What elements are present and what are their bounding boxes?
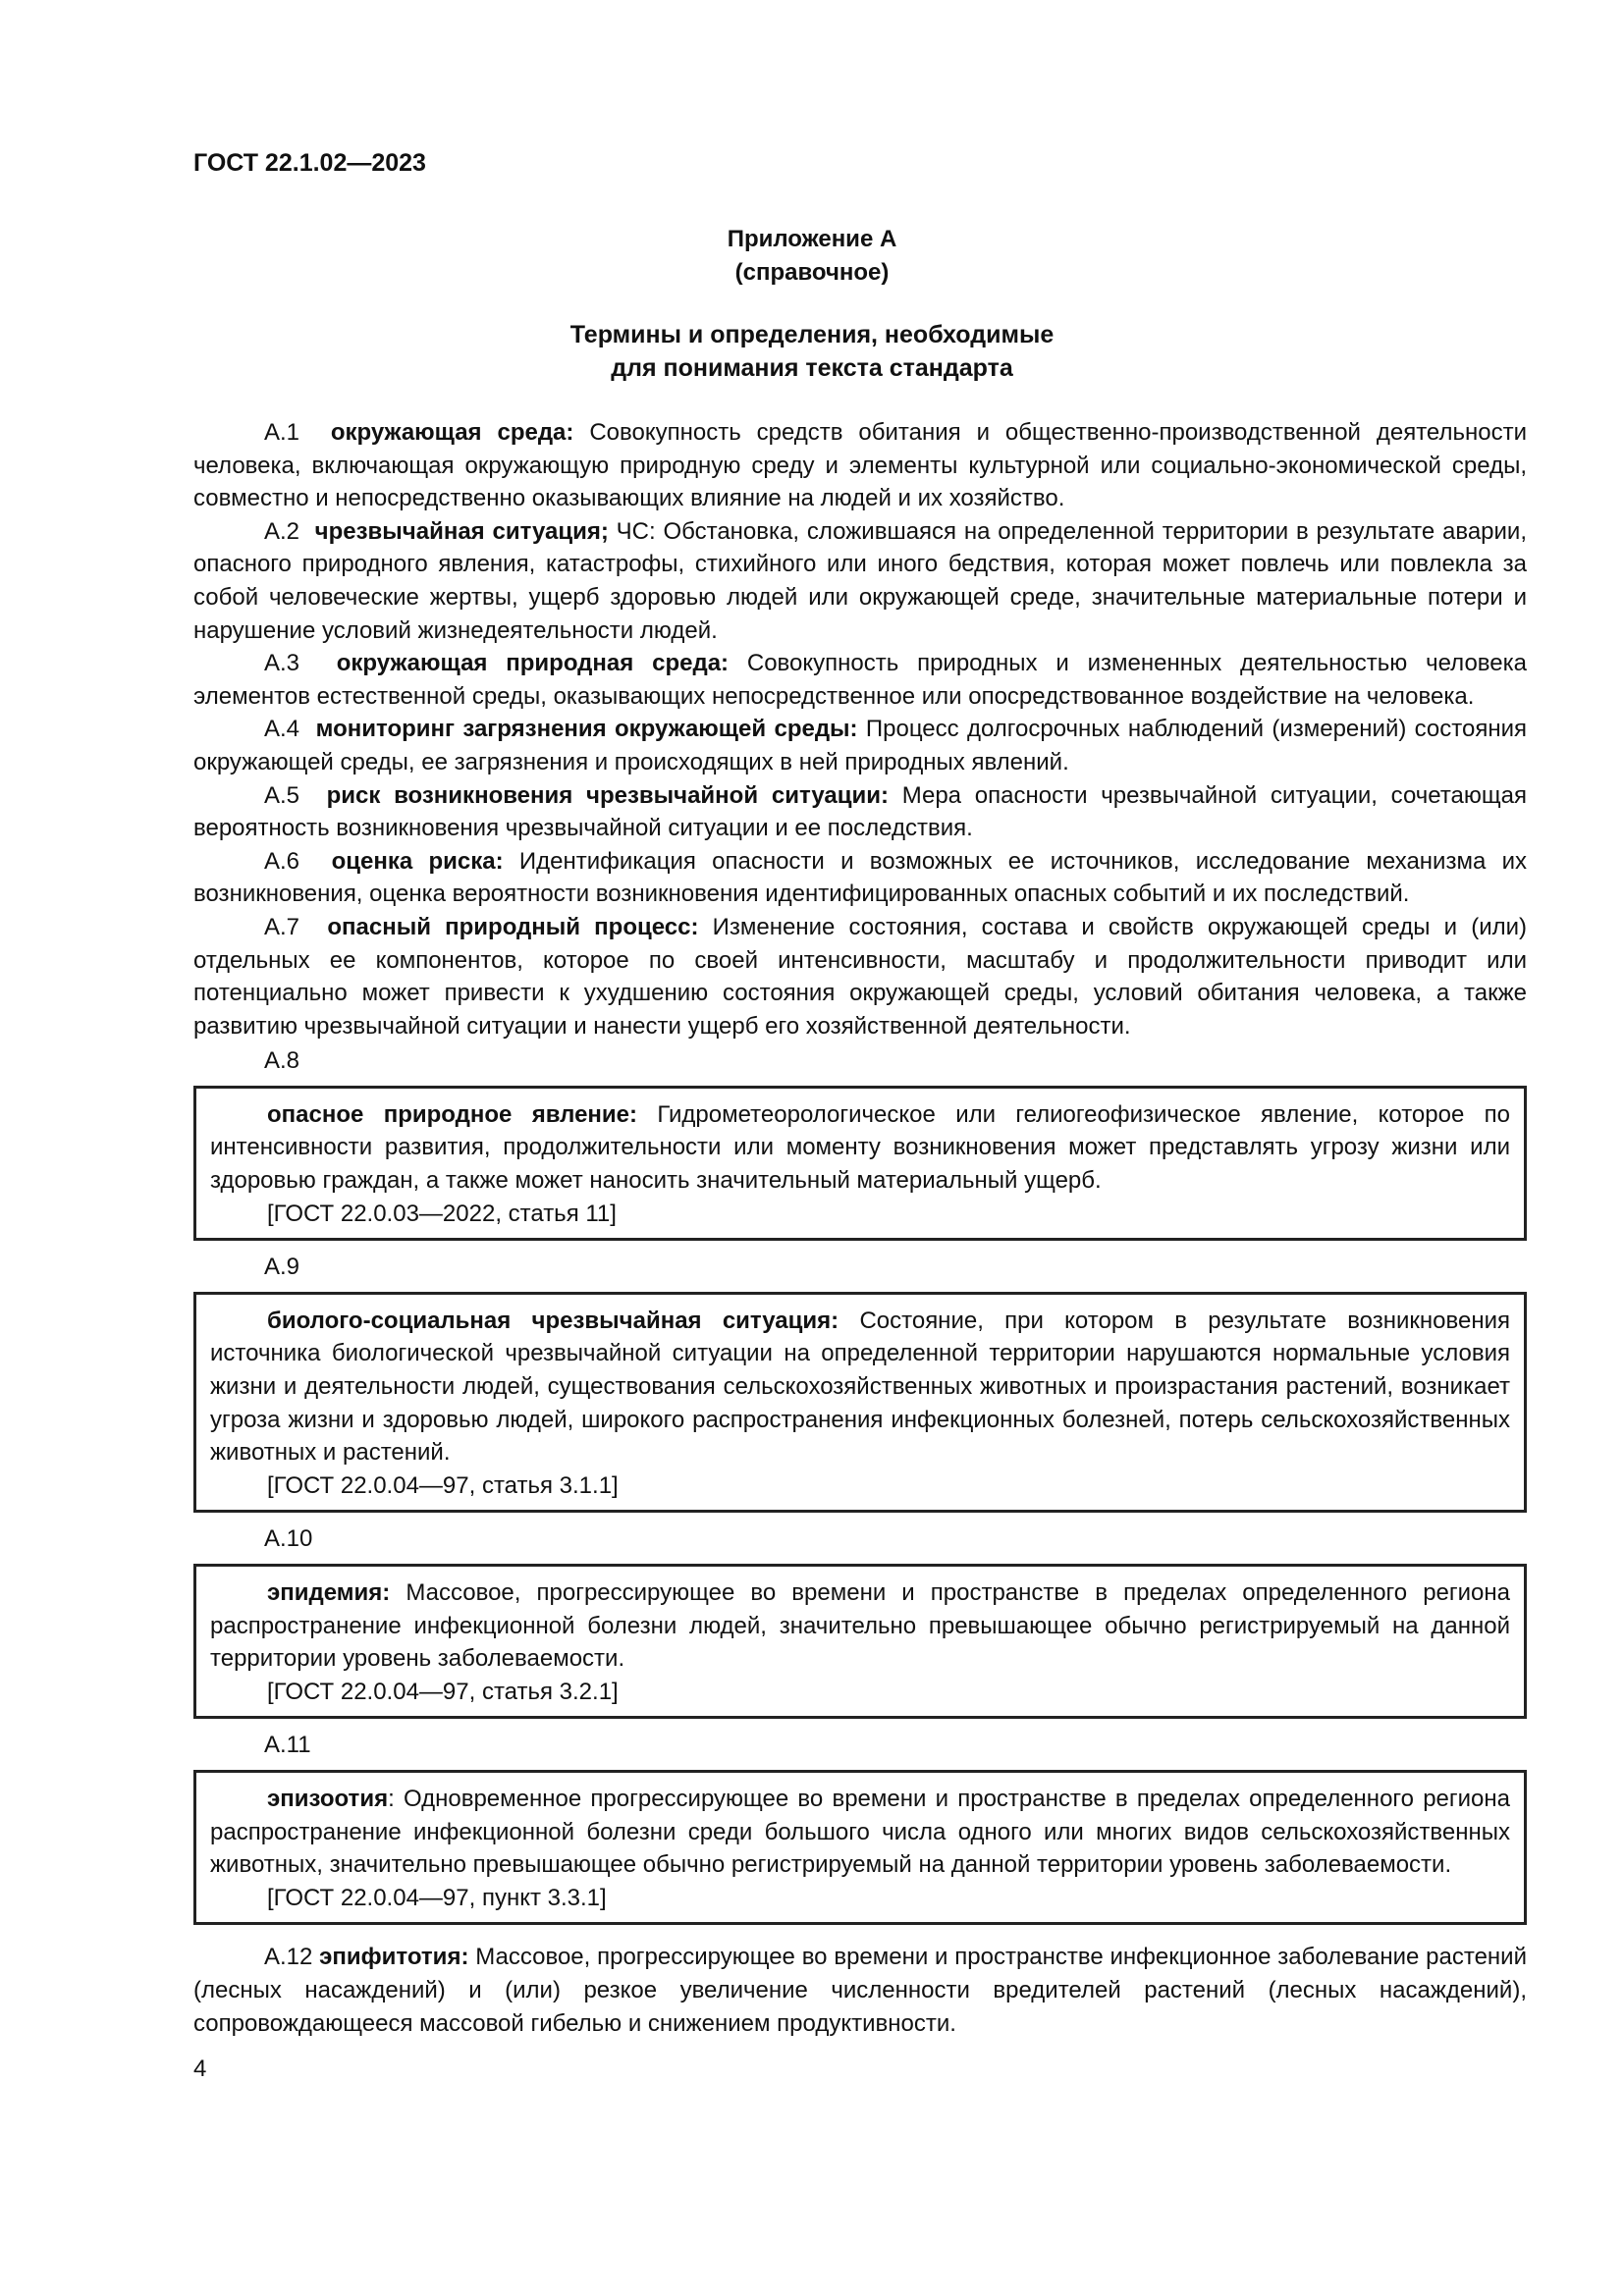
term-item-a4: А.4 мониторинг загрязнения окружающей среды: Процесс долгосрочных наблюдений (измерений) состояния окружающей среды, ее загрязнения и происходящих в ней природных явлений. — [193, 716, 1527, 775]
term-item-a12: А.12 эпифитотия: Массовое, прогрессирующее во времени и пространстве инфекционное заболевание растений (лесных насаждений) и (или) резкое увеличение численности вредителей растений (лесных насаждений), сопровождающееся массовой гибелью и снижением продуктивности. — [193, 1944, 1527, 2037]
terms-content — [193, 416, 1527, 2040]
quoted-term-box-a11 — [193, 1770, 1527, 1925]
quoted-term-box-a10 — [193, 1564, 1527, 1719]
term-item-a5: А.5 риск возникновения чрезвычайной ситуации: Мера опасности чрезвычайной ситуации, сочетающая вероятность возникновения чрезвычайной ситуации и ее последствия. — [193, 781, 1527, 842]
term-number-a9: А.9 — [264, 1254, 300, 1281]
term-item-a3: А.3 окружающая природная среда: Совокупность природных и измененных деятельностью человека элементов естественной среды, оказывающих непосредственное или опосредствованное воздействие на человека. — [193, 650, 1527, 710]
quoted-term-a10: эпидемия: Массовое, прогрессирующее во времени и пространстве в пределах определенного региона распространение инфекционной болезни людей, значительно превышающее обычно регистрируемый на данной территории уровень заболеваемости. — [210, 1579, 1510, 1673]
term-item-a7: А.7 опасный природный процесс: Изменение состояния, состава и свойств окружающей среды и (или) отдельных ее компонентов, которое по своей интенсивности, масштабу и продолжительности приводит или потенциально может привести к ухудшению состояния окружающей среды, условий обитания человека, а также развитию чрезвычайной ситуации и нанести ущерб его хозяйственной деятельности. — [193, 913, 1528, 1040]
quoted-term-a8: опасное природное явление: Гидрометеорологическое или гелиогеофизическое явление, которое по интенсивности развития, продолжительности или моменту возникновения может представлять угрозу жизни или здоровью граждан, а также может наносить значительный материальный ущерб. — [210, 1100, 1511, 1195]
quoted-term-a9: биолого-социальная чрезвычайная ситуация: Состояние, при котором в результате возникновения источника биологической чрезвычайной ситуации на определенной территории нарушаются нормальные условия жизни и деятельности людей, существования сельскохозяйственных животных и произрастания растений, возникает угроза жизни и здоровью людей, широкого распространения инфекционных болезней, потерь сельскохозяйственных животных и растений. — [210, 1307, 1511, 1467]
term-number-a10: А.10 — [264, 1525, 313, 1553]
term-item-a6: А.6 оценка риска: Идентификация опасности и возможных ее источников, исследование механизма их возникновения, оценка вероятности возникновения идентифицированных опасных событий и их последствий. — [193, 847, 1527, 908]
appendix-status: (справочное) — [734, 259, 890, 286]
term-item-a1: А.1 окружающая среда: Совокупность средств обитания и общественно-производственной деятельности человека, включающая окружающую природную среду и элементы культурной или социально-экономической среды, совместно и непосредственно оказывающих влияние на людей и их хозяйство. — [193, 419, 1527, 512]
quoted-term-box-a9 — [193, 1292, 1527, 1514]
term-source-a10: [ГОСТ 22.0.04—97, статья 3.2.1] — [267, 1678, 619, 1705]
term-source-a9: [ГОСТ 22.0.04—97, статья 3.1.1] — [267, 1471, 619, 1499]
term-item-a2: А.2 чрезвычайная ситуация; ЧС: Обстановка, сложившаяся на определенной территории в результате аварии, опасного природного явления, катастрофы, стихийного или иного бедствия, которая может повлечь или повлекла за собой человеческие жертвы, ущерб здоровью людей или окружающей среде, значительные материальные потери и нарушение условий жизнедеятельности людей. — [193, 517, 1527, 644]
appendix-title: Приложение А — [727, 226, 897, 252]
section-heading-line2: для понимания текста стандарта — [611, 354, 1013, 382]
quoted-term-box-a8 — [193, 1086, 1527, 1241]
term-number-a11: А.11 — [264, 1732, 311, 1759]
section-heading-line1: Термины и определения, необходимые — [569, 321, 1055, 348]
document-header: ГОСТ 22.1.02—2023 — [193, 149, 426, 177]
term-source-a8: [ГОСТ 22.0.03—2022, статья 11] — [267, 1200, 617, 1227]
quoted-term-a11: эпизоотия: Одновременное прогрессирующее во времени и пространстве в пределах определенного региона распространение инфекционной болезни среди большого числа одного или многих видов сельскохозяйственных животных, значительно превышающее обычно регистрируемый на данной территории уровень заболеваемости. — [210, 1785, 1510, 1879]
page-number: 4 — [193, 2056, 207, 2082]
term-source-a11: [ГОСТ 22.0.04—97, пункт 3.3.1] — [267, 1884, 607, 1911]
term-number-a8: А.8 — [264, 1047, 300, 1075]
